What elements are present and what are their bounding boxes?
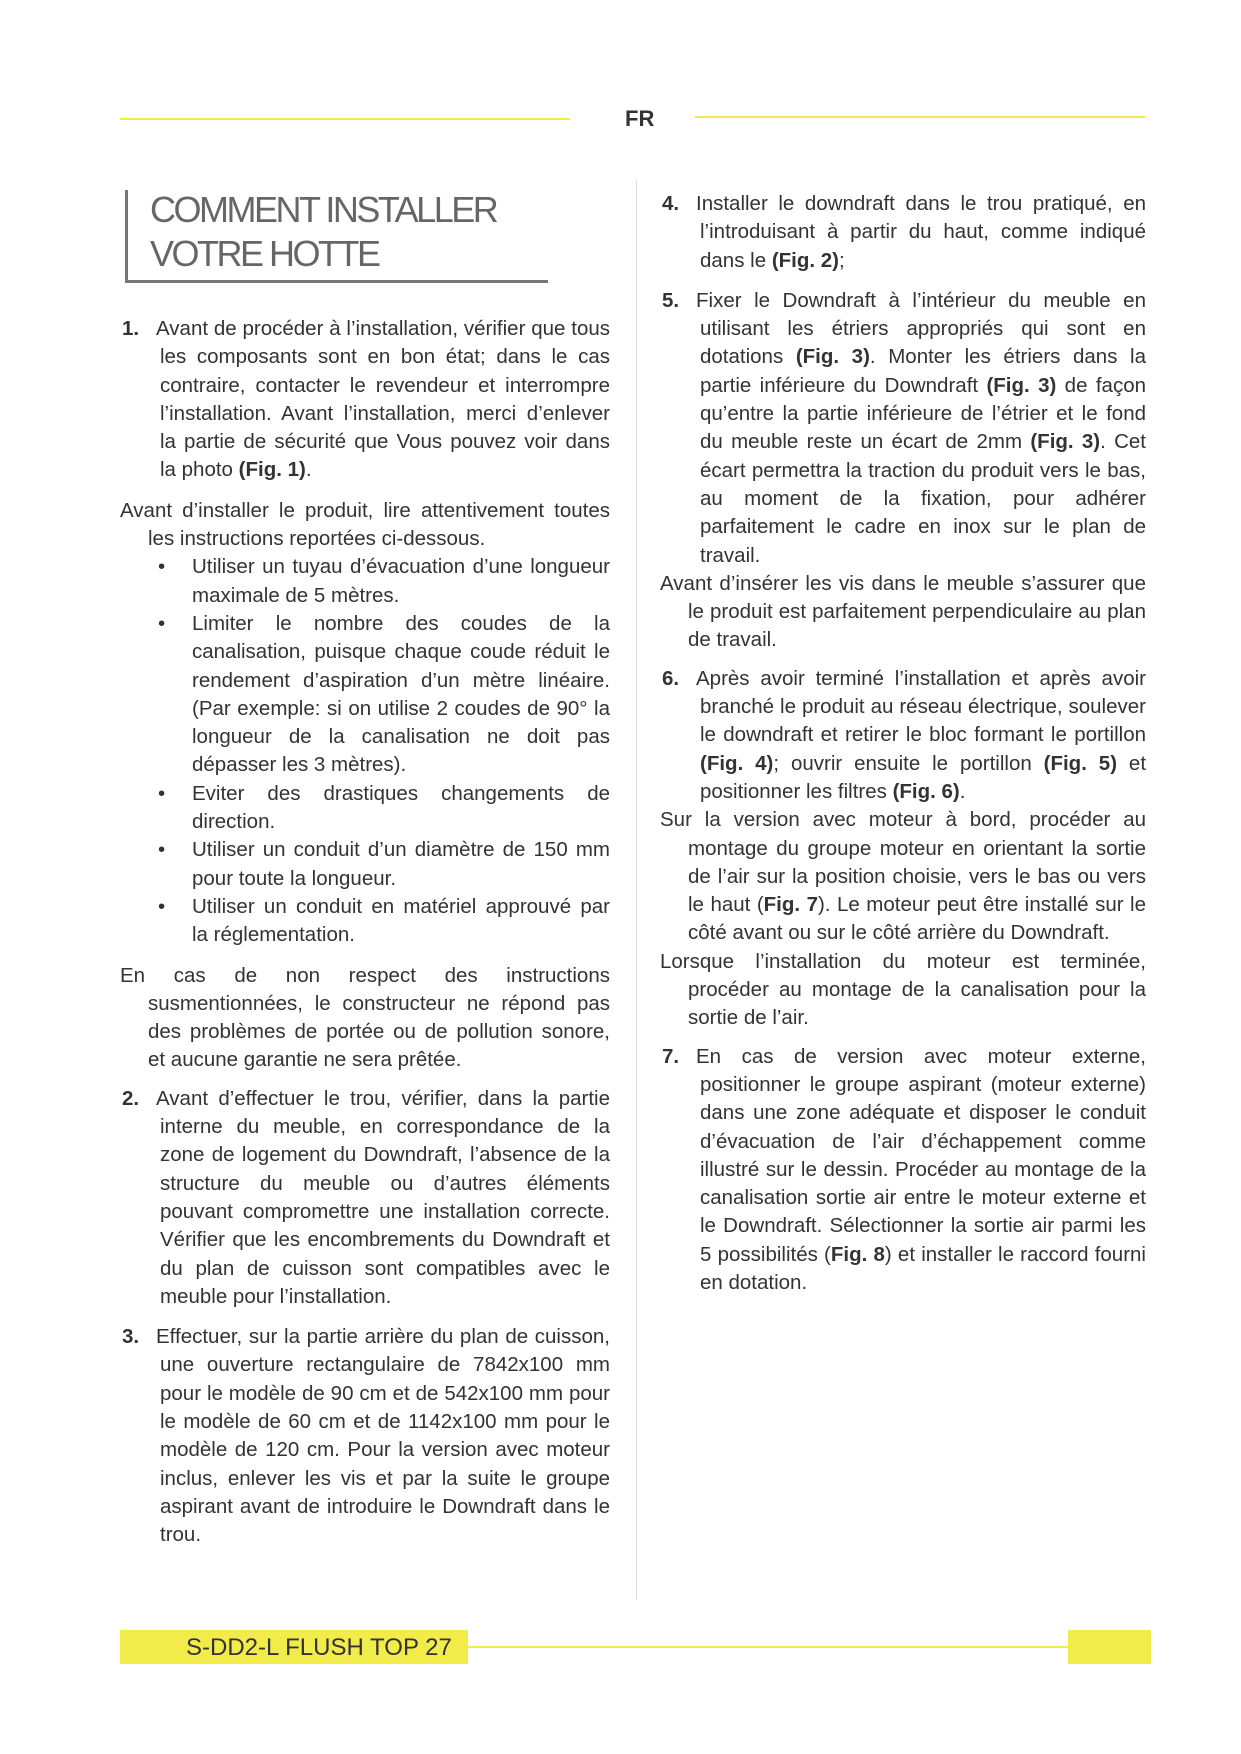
note-text: ). Le moteur peut être installé sur le côté avant ou sur le côté arrière du Downdraft. bbox=[688, 893, 1146, 945]
step-text: ; ouvrir ensuite le portillon bbox=[773, 751, 1044, 775]
motor-on-board-note bbox=[658, 806, 1146, 947]
figure-reference: Fig. 8 bbox=[830, 1242, 885, 1266]
footer-model-page: S-DD2-L FLUSH TOP 27 bbox=[186, 1634, 452, 1661]
figure-reference: (Fig. 3) bbox=[795, 345, 870, 369]
step-number: 7. bbox=[662, 1044, 680, 1068]
figure-reference: (Fig. 2) bbox=[771, 248, 839, 272]
figure-reference: (Fig. 3) bbox=[986, 373, 1057, 397]
requirements-list bbox=[118, 553, 610, 949]
header-rule-right bbox=[695, 116, 1145, 118]
step-text: Après avoir terminé l’installation et après avoir branché le produit au réseau électrique, soulever le downdraft et retirer le bloc formant le portillon bbox=[696, 666, 1146, 747]
step-text: et positionner les filtres bbox=[700, 751, 1147, 803]
step-6 bbox=[658, 665, 1146, 806]
step-1 bbox=[118, 315, 610, 485]
step-text: Avant de procéder à l’installation, vérifier que tous les composants sont en bon état; dans le cas contraire, contacter le revendeur et interrompre l’installation. Avant l’installation, merci d’enlever la partie de sécurité que Vous pouvez voir dans la photo bbox=[156, 317, 610, 482]
step-number: 1. bbox=[122, 317, 140, 340]
step-number: 5. bbox=[662, 288, 680, 312]
right-column bbox=[658, 190, 1146, 1309]
step-4 bbox=[658, 190, 1146, 275]
before-install-note: Avant d’installer le produit, lire attentivement toutes les instructions reportées ci-dessous. bbox=[120, 498, 610, 551]
step-5 bbox=[658, 287, 1146, 570]
footer-end-box bbox=[1068, 1630, 1151, 1664]
step-text: Fixer le Downdraft à l’intérieur du meuble en utilisant les étriers appropriés qui sont en dotations bbox=[696, 288, 1146, 369]
step-text: Effectuer, sur la partie arrière du plan de cuisson, une ouverture rectangulaire de 7842x100 mm pour le modèle de 90 cm et de 542x100 mm pour le modèle de 60 cm et de 1142x100 mm pour le modèle de 120 cm. Pour la version avec moteur inclus, enlever les vis et par la suite le groupe aspirant avant de introduire le Downdraft dans le trou. bbox=[156, 1325, 610, 1547]
warranty-warning: En cas de non respect des instructions susmentionnées, le constructeur ne répond pas des problèmes de portée ou de pollution sonore, et aucune garantie ne sera prêtée. bbox=[120, 963, 610, 1072]
step-text: . bbox=[959, 779, 966, 803]
step-number: 2. bbox=[122, 1086, 140, 1110]
language-label: FR bbox=[625, 106, 655, 131]
step-text: Avant d’effectuer le trou, vérifier, dans la partie interne du meuble, en correspondance de la zone de logement du Downdraft, l’absence de la structure du meuble ou d’autres éléments pouvant compromettre une installation correcte. Vérifier que les encombrements du Downdraft et du plan de cuisson sont compatibles avec le meuble pour l’installation. bbox=[156, 1086, 610, 1308]
step-7 bbox=[658, 1043, 1146, 1298]
note-text: Sur la version avec moteur à bord, procéder au montage du groupe moteur en orientant la sortie de l’air sur la position choisie, vers le bas ou vers le haut ( bbox=[660, 808, 1146, 917]
step-text-end: . bbox=[305, 458, 312, 482]
step-text: de façon qu’entre la partie inférieure de l’étrier et le fond du meuble reste un écart de 2mm bbox=[700, 373, 1146, 454]
list-item: • Eviter des drastiques changements de direction. bbox=[118, 780, 610, 837]
title-line-1: COMMENT INSTALLER bbox=[150, 189, 497, 230]
column-divider bbox=[636, 180, 637, 1600]
page-title bbox=[150, 188, 496, 276]
step-text: En cas de version avec moteur externe, positionner le groupe aspirant (moteur externe) dans une zone adéquate et disposer le conduit d’évacuation de l’air d’échappement comme illustré sur le dessin. Procéder au montage de la canalisation sortie air entre le moteur externe et le Downdraft. Sélectionner la sortie air parmi les 5 possibilités ( bbox=[696, 1044, 1146, 1266]
list-item: • Utiliser un conduit en matériel approuvé par la réglementation. bbox=[118, 893, 610, 950]
list-item: • Utiliser un tuyau d’évacuation d’une longueur maximale de 5 mètres. bbox=[118, 553, 610, 610]
step-number: 3. bbox=[122, 1325, 140, 1349]
figure-reference: (Fig. 5) bbox=[1043, 751, 1118, 775]
step-text-end: ; bbox=[839, 248, 845, 272]
step-text: . Cet écart permettra la traction du produit vers le bas, au moment de la fixation, pour adhérer parfaitement le cadre en inox sur le plan de travail. bbox=[700, 430, 1147, 567]
step-2 bbox=[118, 1085, 610, 1311]
list-item: • Utiliser un conduit d’un diamètre de 150 mm pour toute la longueur. bbox=[118, 836, 610, 893]
left-column bbox=[118, 315, 610, 1561]
step-number: 6. bbox=[662, 666, 680, 690]
figure-reference: Fig. 7 bbox=[763, 893, 818, 917]
figure-reference: (Fig. 1) bbox=[238, 458, 306, 482]
step-3 bbox=[118, 1323, 610, 1549]
before-screws-note: Avant d’insérer les vis dans le meuble s’assurer que le produit est parfaitement perpendiculaire au plan de travail. bbox=[660, 571, 1146, 652]
figure-reference: (Fig. 6) bbox=[892, 779, 960, 803]
step-number: 4. bbox=[662, 192, 680, 215]
step-text: ) et installer le raccord fourni en dotation. bbox=[700, 1242, 1146, 1294]
motor-done-note: Lorsque l’installation du moteur est terminée, procéder au montage de la canalisation pour la sortie de l’air. bbox=[660, 949, 1146, 1030]
header-rule-left bbox=[120, 118, 570, 120]
footer-rule bbox=[468, 1646, 1068, 1648]
figure-reference: (Fig. 3) bbox=[1030, 430, 1101, 454]
step-text: . Monter les étriers dans la partie inférieure du Downdraft bbox=[700, 345, 1147, 397]
step-text: Installer le downdraft dans le trou pratiqué, en l’introduisant à partir du haut, comme indiqué dans le bbox=[696, 192, 1146, 272]
title-line-2: VOTRE HOTTE bbox=[150, 233, 379, 274]
figure-reference: (Fig. 4) bbox=[700, 751, 774, 775]
list-item: • Limiter le nombre des coudes de la canalisation, puisque chaque coude réduit le rendement d’aspiration d’un mètre linéaire. (Par exemple: si on utilise 2 coudes de 90° la longueur de la canalisation ne doit pas dépasser les 3 mètres). bbox=[118, 610, 610, 780]
